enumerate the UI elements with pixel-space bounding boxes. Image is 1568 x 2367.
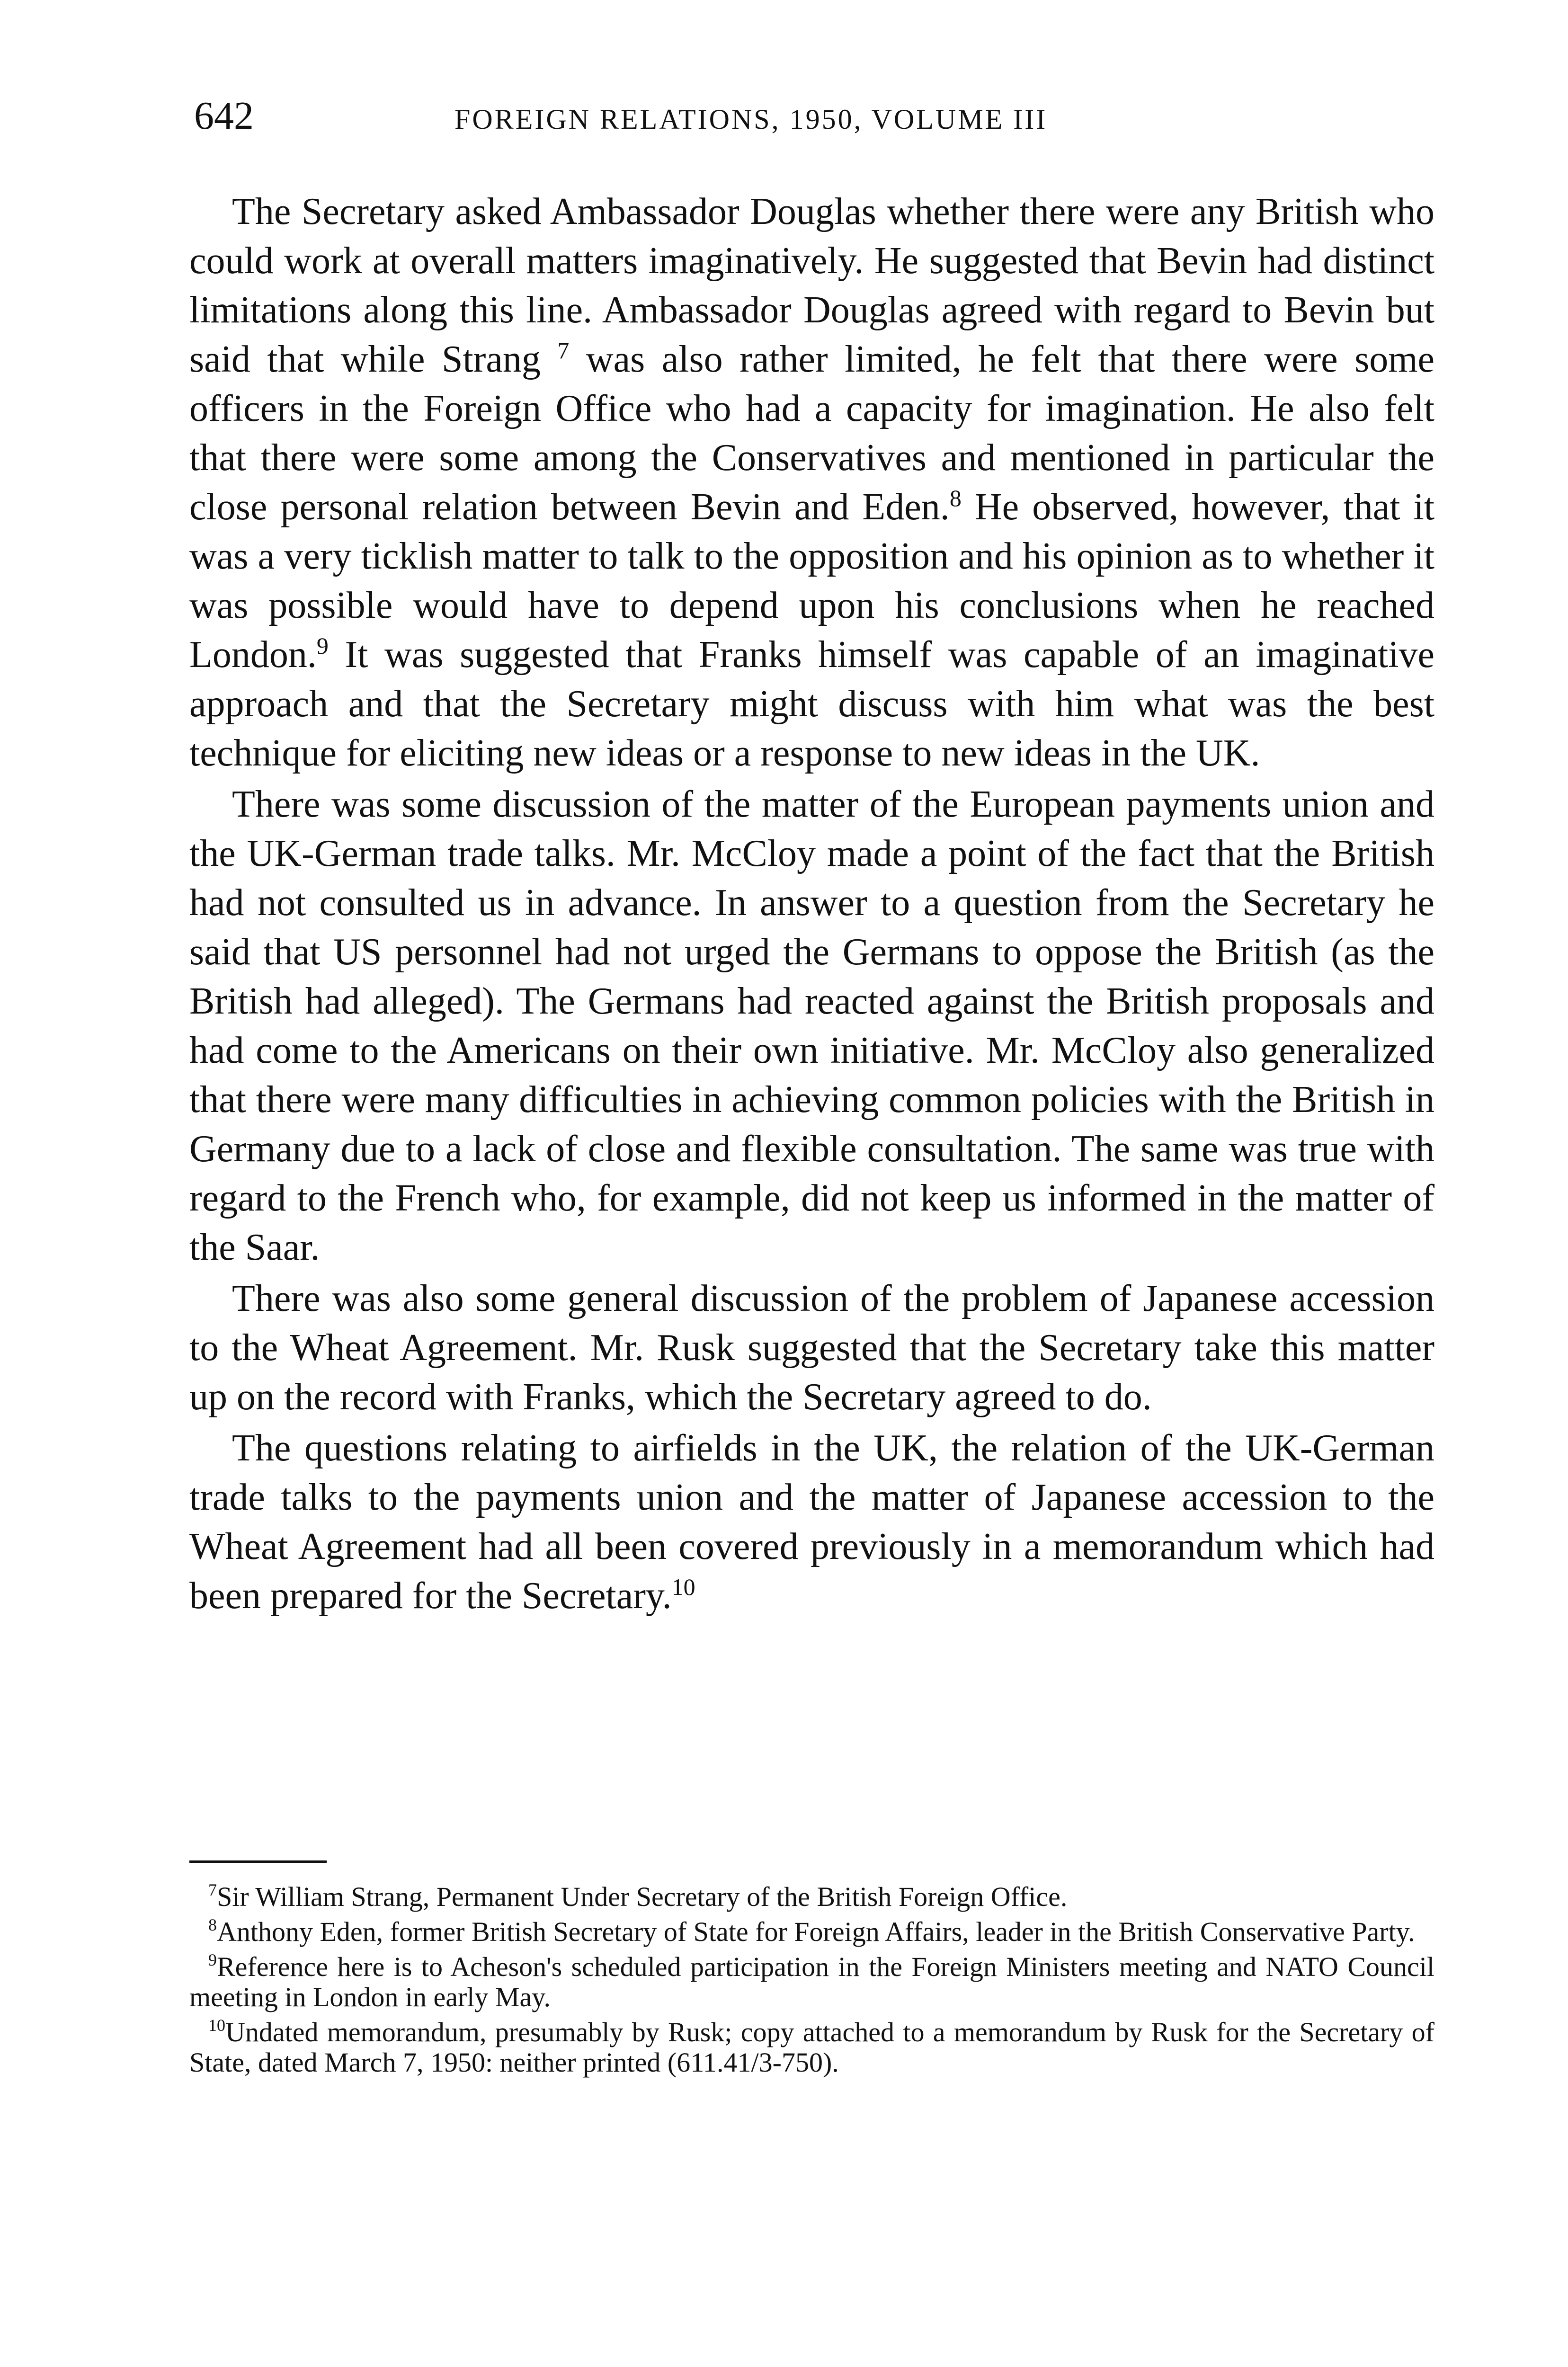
footnote-ref-10[interactable]: 10 [671,1574,695,1600]
page-number: 642 [194,94,254,138]
paragraph-1-text-4: It was suggested that Franks himself was capable of an imaginative approach and that the Secretary might discuss with him what was the best technique for eliciting new ideas or a response to new ideas in the UK. [189,634,1434,774]
paragraph-1-text-2: was also rather limited, he felt that there were some officers in the Foreign Office who had a capacity for imagination. He also felt that there were some among the Conservatives and mentioned in particular the close personal relation between Bevin and Eden. [189,338,1434,528]
footnote-number: 9 [208,1950,217,1969]
footnote-text: Reference here is to Acheson's scheduled participation in the Foreign Ministers meeting and NATO Council meeting in London in early May. [189,1951,1434,2012]
paragraph-1 [189,187,1434,778]
paragraph-4-text: The questions relating to airfields in the UK, the relation of the UK-German trade talks to the payments union and the matter of Japanese accession to the Wheat Agreement had all been covered previously in a memorandum which had been prepared for the Secretary. [189,1427,1434,1617]
footnote-10 [189,2017,1434,2078]
footnote-9 [189,1952,1434,2012]
footnote-ref-9[interactable]: 9 [316,632,329,659]
body-text [189,187,1434,1622]
footnote-number: 8 [208,1915,217,1934]
paragraph-1-text-1: The Secretary asked Ambassador Douglas whether there were any British who could work at overall matters imaginatively. He suggested that Bevin had distinct limitations along this line. Ambassador Douglas agreed with regard to Bevin but said that while Strang [189,191,1434,380]
footnotes [189,1882,1434,2082]
footnote-7 [189,1882,1434,1912]
footnote-number: 7 [208,1880,217,1899]
running-header [189,90,1439,142]
paragraph-1-text-3: He observed, however, that it was a very ticklish matter to talk to the opposition and his opinion as to whether it was possible would have to depend upon his conclusions when he reached London. [189,486,1434,676]
footnote-text: Sir William Strang, Permanent Under Secretary of the British Foreign Office. [217,1881,1068,1912]
footnote-divider [189,1860,327,1863]
footnote-ref-8[interactable]: 8 [949,485,962,511]
paragraph-2-text: There was some discussion of the matter of the European payments union and the UK-German trade talks. Mr. McCloy made a point of the fact that the British had not consulted us in advance. In answer to a question from the Secretary he said that US personnel had not urged the Germans to oppose the British (as the British had alleged). The Germans had reacted against the British proposals and had come to the Americans on their own initiative. Mr. McCloy also generalized that there were many difficulties in achieving common policies with the British in Germany due to a lack of close and flexible consultation. The same was true with regard to the French who, for example, did not keep us informed in the matter of the Saar. [189,783,1434,1268]
paragraph-3-text: There was also some general discussion of the problem of Japanese accession to the Wheat Agreement. Mr. Rusk suggested that the Secretary take this matter up on the record with Franks, which the Secretary agreed to do. [189,1278,1434,1418]
footnote-8 [189,1917,1434,1947]
running-title: FOREIGN RELATIONS, 1950, VOLUME III [454,104,1048,135]
paragraph-4 [189,1424,1434,1620]
paragraph-2 [189,780,1434,1272]
footnote-text: Undated memorandum, presumably by Rusk; copy attached to a memorandum by Rusk for the Secretary of State, dated March 7, 1950: neither printed (611.41/3-750). [189,2017,1434,2078]
footnote-text: Anthony Eden, former British Secretary of State for Foreign Affairs, leader in the British Conservative Party. [217,1916,1415,1947]
footnote-number: 10 [208,2016,225,2035]
footnote-ref-7[interactable]: 7 [557,337,570,364]
paragraph-3 [189,1274,1434,1422]
